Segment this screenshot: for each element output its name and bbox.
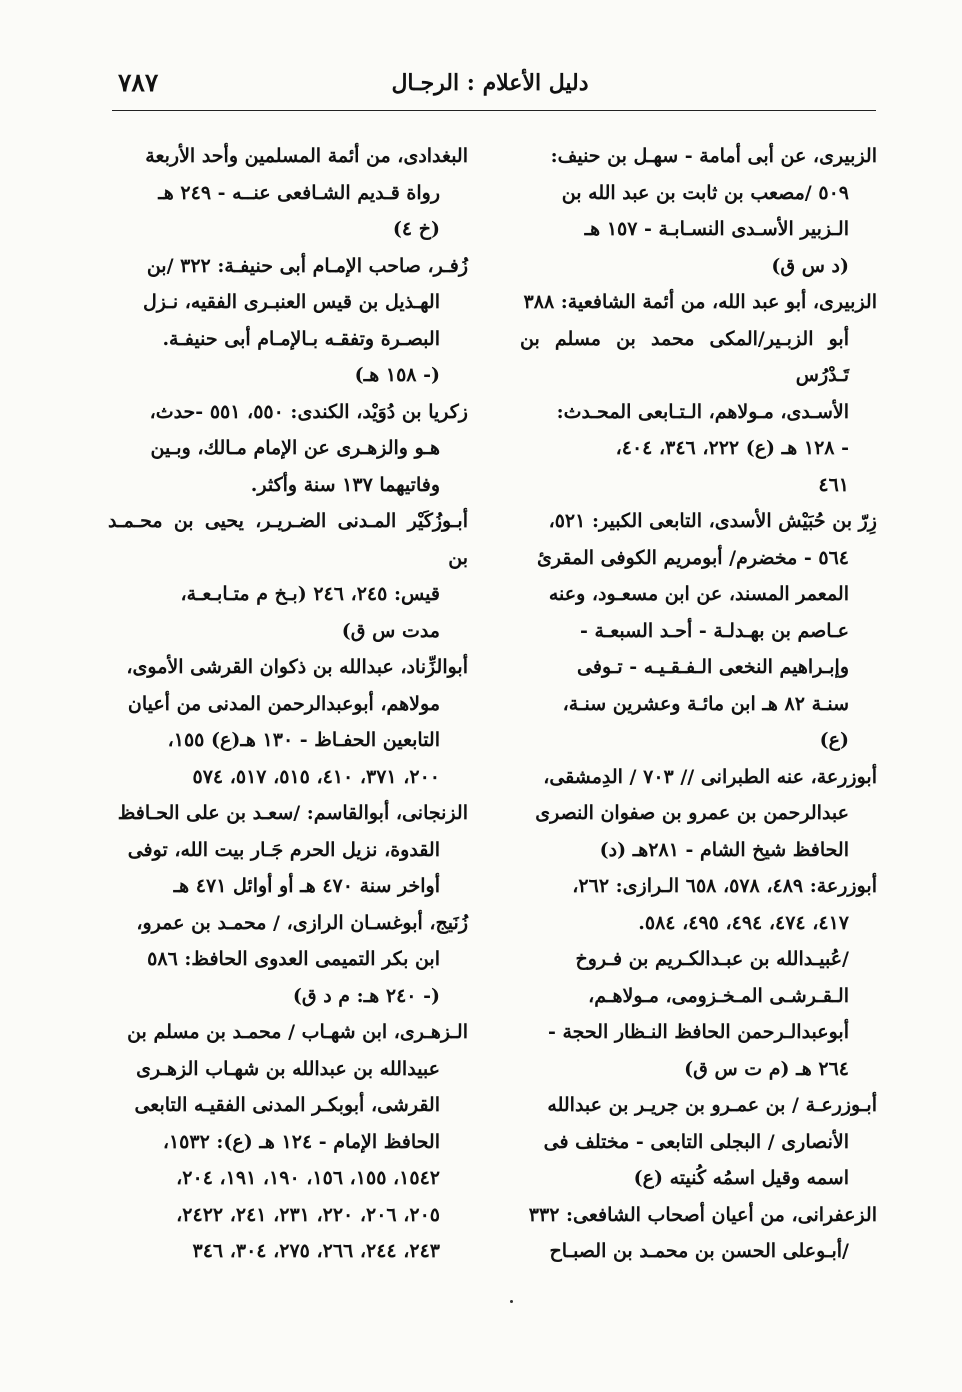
index-entry [520,503,877,759]
entry-continuation-line: - ١٢٨ هـ (ع) ٢٢٢، ٣٤٦، ٤٠٤، [615,437,849,459]
entry-continuation-line: /أبـوعلى الحسن بن محمـد بن الصبـاح [549,1240,849,1262]
index-entry [108,248,468,394]
entry-continuation-line: اسمه وقيل اسمُه كُنيته (ع) [633,1167,849,1189]
entry-continuation-line: عبدالرحمن بن عمرو بن صفوان النصرى [535,802,849,824]
entry-heading-line: الزنجانى، أبوالقاسم: /سعـد بن على الحـافظ [117,802,468,824]
index-entry [108,138,468,248]
entry-heading-line: الـزهـرى، ابن شهـاب / محمـد بن مسلم بن [127,1021,468,1043]
header-rule [112,110,876,111]
index-entry [108,1014,468,1270]
entry-continuation-line: ابن بكر التميمى العدوى الحافظ: ٥٨٦ [147,948,440,970]
entry-continuation-line: ٥٠٩ /مصعب بن ثابت بن عبد الله بن [561,181,849,204]
entry-continuation-line: المعمر المسند، عن ابن مسعـود، وعنه [548,583,849,605]
index-entry [520,1087,877,1197]
entry-continuation-line: عـاصم بن بهـدلـة - أحـد السبعـة - [579,619,849,642]
entry-continuation-line: ٥٦٤ - مخضرم/ أبومريم الكوفى المقرئ [537,546,849,569]
entry-continuation-line: وإبـراهيم النخعى الـفـقـيـه - تـوفى [577,656,849,678]
entry-continuation-line: أبوعبدالـرحمن الحافظ النـظار الحجة - [547,1021,849,1043]
entry-heading-line: البغدادى، من أئمة المسلمين وأحد الأربعة [145,145,468,167]
entry-heading-line: أبوزرعة: ٤٨٩، ٥٧٨، ٦٥٨ الـرازى: ٢٦٢، [572,875,877,897]
entry-heading-line: الزبيرى، عن أبى أمامة - سهـل بن حنيف: [550,145,877,167]
left-column [108,138,468,1270]
entry-continuation-line: الـزبير الأسـدى النسـابـة - ١٥٧ هـ [584,218,849,240]
entry-continuation-line: (- ٢٤٠ هـ: م د ق) [292,984,440,1007]
entry-continuation-line: ٢٠٥، ٢٠٦، ٢٢٠، ٢٣١، ٢٤١، ٢٤٢٢، [176,1203,440,1226]
index-entry [520,138,877,284]
entry-continuation-line: هـو والزهـرى عن الإمام مـالك، وبـين [150,437,440,459]
entry-continuation-line: (- ١٥٨ هـ) [354,364,440,386]
entry-continuation-line: ١٥٤٢، ١٥٥، ١٥٦، ١٩٠، ١٩١، ٢٠٤، [176,1167,440,1189]
entry-continuation-line: الأسـدى، مـولاهم، الـتـابعى المحـدث: [556,400,849,423]
right-column [520,138,877,1270]
stray-dot [510,1300,513,1303]
entry-heading-line: أبـوزُكَيْر المـدنى الضـريـر، يحيى بن محـمـد بن [108,510,468,569]
entry-heading-line: الزعفرانى، من أعيان أصحاب الشافعى: ٣٣٢ [528,1203,877,1226]
entry-continuation-line: الحافظ شيخ الشام - ٢٨١هـ (د) [599,838,849,861]
entry-continuation-line: الأنصارى / البجلى التابعى - مختلف فى [543,1130,849,1153]
index-entry [108,795,468,905]
entry-continuation-line: ٤١٧، ٤٧٤، ٤٩٤، ٤٩٥، ٥٨٤. [638,911,849,934]
entry-continuation-line: الحافظ الإمام - ١٢٤ هـ (ع): ١٥٣٢، [162,1130,440,1153]
entry-continuation-line: القدوة، نزيل الحرم جَـار بيت الله، توفى [127,838,440,861]
entry-continuation-line: وفاتيهما ١٣٧ سنة وأكثر. [250,473,440,496]
entry-continuation-line: التابعين الحفـاظ - ١٣٠ هـ(ع) ١٥٥، [167,729,440,751]
entry-heading-line: أبـوزرعـة / بن عمـرو بن جريـر بن عبدالله [547,1094,877,1116]
entry-continuation-line: رواة قـديم الشـافعى عنــه - ٢٤٩ هـ [158,181,440,204]
entry-continuation-line: (خ ٤) [392,218,440,240]
entry-heading-line: زُنَيج، أبوغسـان الرازى، / محمـد بن عمرو، [136,911,468,934]
entry-heading-line: أبوزرعة، عنه الطبرانى // ٧٠٣ / الدِمشقى، [543,765,877,788]
index-entry [108,503,468,649]
index-entry [520,284,877,503]
index-entry [108,649,468,795]
entry-continuation-line: الهـذيل بن قيس العنبـرى الفقيه، نـزل [142,291,440,313]
entry-continuation-line: /عُبيـدالله بن عبـدالكـريم بن فـروخ [575,948,849,970]
entry-continuation-line: (د س ق) [771,254,849,277]
entry-heading-line: أبوالزِّناد، عبدالله بن ذكوان القرشى الأموى، [126,656,468,678]
entry-heading-line: الزبيرى، أبو عبد الله، من أئمة الشافعية: ٣٨٨ [523,291,877,313]
page-number: ٧٨٧ [118,68,159,97]
entry-continuation-line: عبيدالله بن عبدالله بن شهـاب الزهـرى [136,1057,440,1080]
entry-continuation-line: الـقـرشـى المـخـزومى، مـولاهـم، [588,984,849,1007]
entry-continuation-line: البصـرة وتفقـه بـالإمـام أبى حنيفـة. [162,327,440,350]
page-header [110,66,878,106]
entry-continuation-line: ٢٦٤ هـ (م ت س ق) [684,1057,849,1080]
entry-continuation-line: مولاهم، أبوعبدالرحمن المدنى من أعيان [127,692,440,715]
index-entry [520,759,877,869]
entry-heading-line: زِرّ بن حُبَيْش الأسدى، التابعى الكبير: ٥٢١، [548,510,877,532]
index-entry [108,905,468,1015]
entry-continuation-line: ٤٦١ [818,473,849,496]
entry-heading-line: زُفـر، صاحب الإمـام أبى حنيفـة: ٣٢٢ /بن [146,254,468,277]
entry-continuation-line: ٢٠٠، ٣٧١، ٤١٠، ٥١٥، ٥١٧، ٥٧٤ [192,765,440,788]
entry-continuation-line: مدت س ق) [341,619,440,642]
index-entry [520,868,877,1087]
index-entry [108,394,468,504]
index-entry [520,1197,877,1270]
running-title: دليل الأعلام : الرجـال [391,70,589,96]
entry-continuation-line: ٢٤٣، ٢٤٤، ٢٦٦، ٢٧٥، ٣٠٤، ٣٤٦ [192,1240,440,1262]
entry-heading-line: زكريا بن دُوَيْد، الكندى: ٥٥٠، ٥٥١ -حدث، [149,400,468,423]
entry-continuation-line: قيس: ٢٤٥، ٢٤٦ (بـخ م متـابـعـة، [180,583,440,605]
entry-continuation-line: أبو الزبـير/المكى محمد بن مسلم بن تَـدْرُس [520,327,849,386]
entry-continuation-line: (ع) [819,729,849,751]
entry-continuation-line: القرشى، أبوبكـر المدنى الفقيـه التابعى [134,1094,440,1116]
entry-continuation-line: سنـة ٨٢ هـ ابن مائـة وعشرين سنـة، [562,692,849,715]
entry-continuation-line: أواخر سنة ٤٧٠ هـ أو أوائل ٤٧١ هـ [173,875,440,897]
